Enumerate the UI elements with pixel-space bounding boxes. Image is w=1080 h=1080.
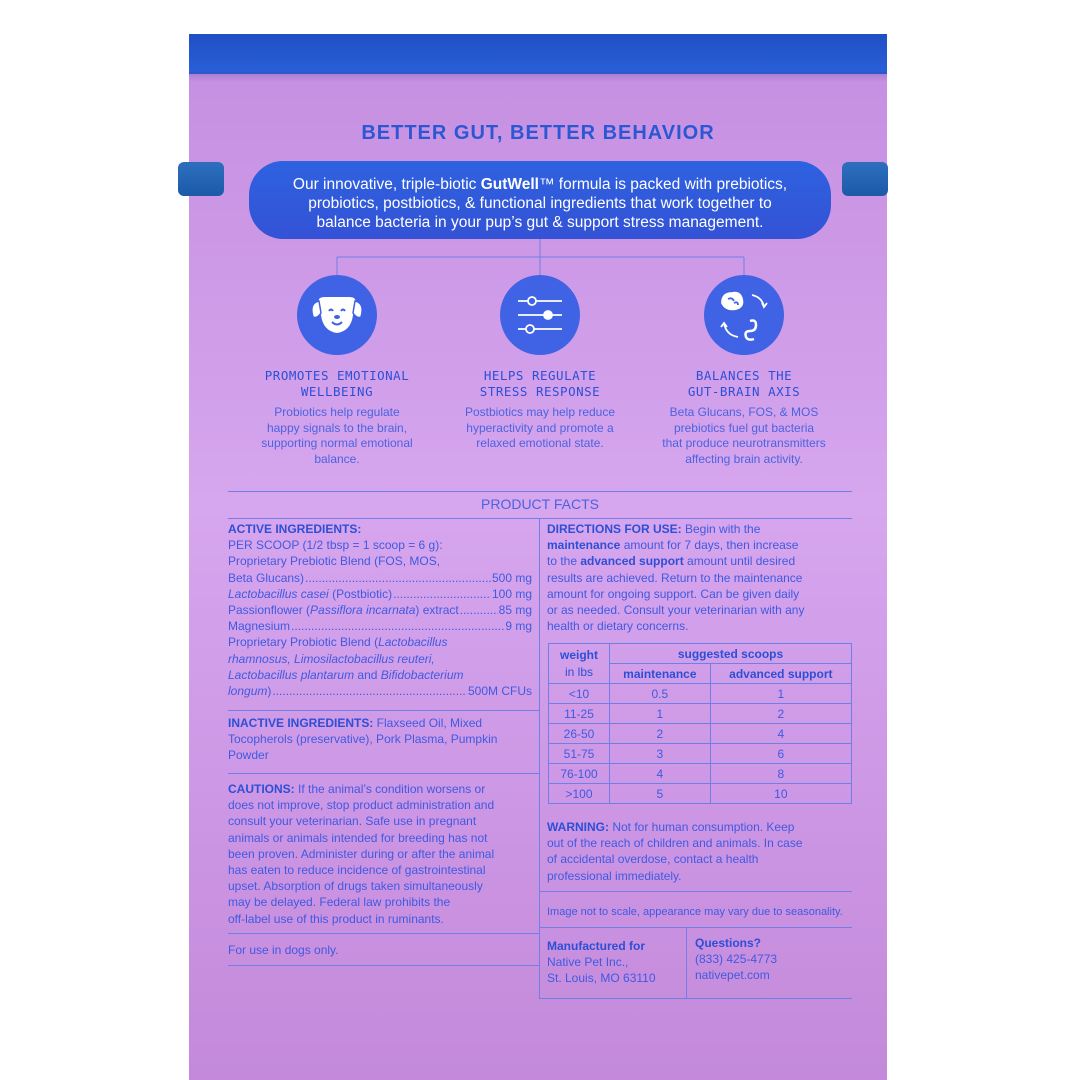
table-row: 51-75 3 6 — [549, 744, 852, 764]
gut-brain-icon — [704, 275, 784, 355]
sliders-icon — [500, 275, 580, 355]
disclaimer: Image not to scale, appearance may vary due to seasonality. — [547, 906, 843, 918]
active-ingredients-label: ACTIVE INGREDIENTS: — [228, 522, 362, 536]
suggested-scoops-header: suggested scoops — [610, 644, 852, 664]
facts-header-rule — [228, 518, 852, 519]
headline: BETTER GUT, BETTER BEHAVIOR — [361, 122, 715, 144]
contact-divider — [686, 927, 687, 998]
cautions-rule — [228, 933, 539, 934]
dosage-table — [548, 643, 852, 804]
benefit-text-gut-brain: Beta Glucans, FOS, & MOS prebiotics fuel gut bacteria that produce neurotransmitters affecting brain activity. — [662, 405, 826, 466]
active-ingredients: ACTIVE INGREDIENTS: PER SCOOP (1/2 tbsp = 1 scoop = 6 g): Proprietary Prebiotic Blend (FOS, MOS, Beta Glucans) ..... 500 mg Lactobacillus casei (Postbiotic) ..... 100 mg Passionflower (Passiflora incarnata) extract ..... 85 mg Magnesium ..... 9 mg Proprietary Probiotic Blend (Lactobacillus rhamnosus, Limosilactobacillus reuteri, Lactobacillus plantarum and Bifidobacterium longum) ..... 500M CFUs — [228, 521, 532, 699]
questions-info: Questions? (833) 425-4773 nativepet.com — [695, 936, 778, 983]
directions-for-use: DIRECTIONS FOR USE: Begin with the maintenance amount for 7 days, then increase to the advanced support amount until desired results are achieved. Return to the maintenance amount for ongoing support. Can be given daily or as needed. Consult your veterinarian with any health or dietary concerns. — [547, 522, 805, 634]
weight-header: weight in lbs — [549, 644, 610, 684]
bag-top-band — [189, 34, 887, 74]
manufacturer-info: Manufactured for Native Pet Inc., St. Louis, MO 63110 — [547, 939, 656, 986]
facts-bottom-rule-right — [539, 998, 852, 999]
facts-column-divider — [539, 518, 540, 998]
disclaimer-rule — [539, 927, 852, 928]
table-row: 26-50 2 4 — [549, 724, 852, 744]
facts-title: PRODUCT FACTS — [481, 496, 599, 512]
table-row: 11-25 1 2 — [549, 704, 852, 724]
phone-number: (833) 425-4773 — [695, 952, 778, 967]
benefit-title-gut-brain: BALANCES THE GUT-BRAIN AXIS — [687, 368, 801, 399]
benefit-title-emotional: PROMOTES EMOTIONAL WELLBEING — [264, 368, 410, 399]
website: nativepet.com — [695, 968, 770, 983]
cautions: CAUTIONS: If the animal’s condition worsens or does not improve, stop product administration and consult your veterinarian. Safe use in pregnant animals or animals intended for breeding has not been proven. Administer during or after the animal has eaten to reduce incidence of gastrointestinal upset. Absorption of drugs taken simultaneously may be delayed. Federal law prohibits the off-label use of this product in ruminants. — [228, 782, 495, 926]
table-row: <10 0.5 1 — [549, 684, 852, 704]
benefit-text-emotional: Probiotics help regulate happy signals to the brain, supporting normal emotional balance. — [261, 405, 413, 466]
brand-name: GutWell — [480, 176, 539, 193]
intro-line-2: probiotics, postbiotics, & functional ingredients that work together to — [308, 195, 772, 212]
bag-clip-right — [842, 162, 888, 196]
active-ingredients-rule — [228, 710, 539, 711]
inactive-ingredients: INACTIVE INGREDIENTS: Flaxseed Oil, Mixed Tocopherols (preservative), Pork Plasma, Pumpkin Powder — [228, 716, 498, 763]
maintenance-header: maintenance — [610, 664, 711, 684]
table-row: >100 5 10 — [549, 784, 852, 804]
warning-rule — [539, 891, 852, 892]
intro-banner — [249, 161, 831, 239]
happy-dog-icon — [297, 275, 377, 355]
benefit-text-stress: Postbiotics may help reduce hyperactivity and promote a relaxed emotional state. — [464, 405, 616, 450]
table-row: 76-100 4 8 — [549, 764, 852, 784]
facts-bottom-rule-left — [228, 965, 539, 966]
inactive-ingredients-rule — [228, 773, 539, 774]
facts-top-rule — [228, 491, 852, 492]
warning: WARNING: Not for human consumption. Keep out of the reach of children and animals. In case of accidental overdose, contact a health professional immediately. — [547, 820, 803, 883]
dogs-only-note: For use in dogs only. — [228, 943, 339, 957]
intro-line-3: balance bacteria in your pup’s gut & support stress management. — [316, 214, 764, 231]
advanced-support-header: advanced support — [710, 664, 851, 684]
dosage-header-row — [549, 644, 852, 664]
bag-clip-left — [178, 162, 224, 196]
intro-line-1: Our innovative, triple-biotic GutWell™ formula is packed with prebiotics, — [292, 176, 788, 193]
benefit-title-stress: HELPS REGULATE STRESS RESPONSE — [479, 368, 601, 399]
